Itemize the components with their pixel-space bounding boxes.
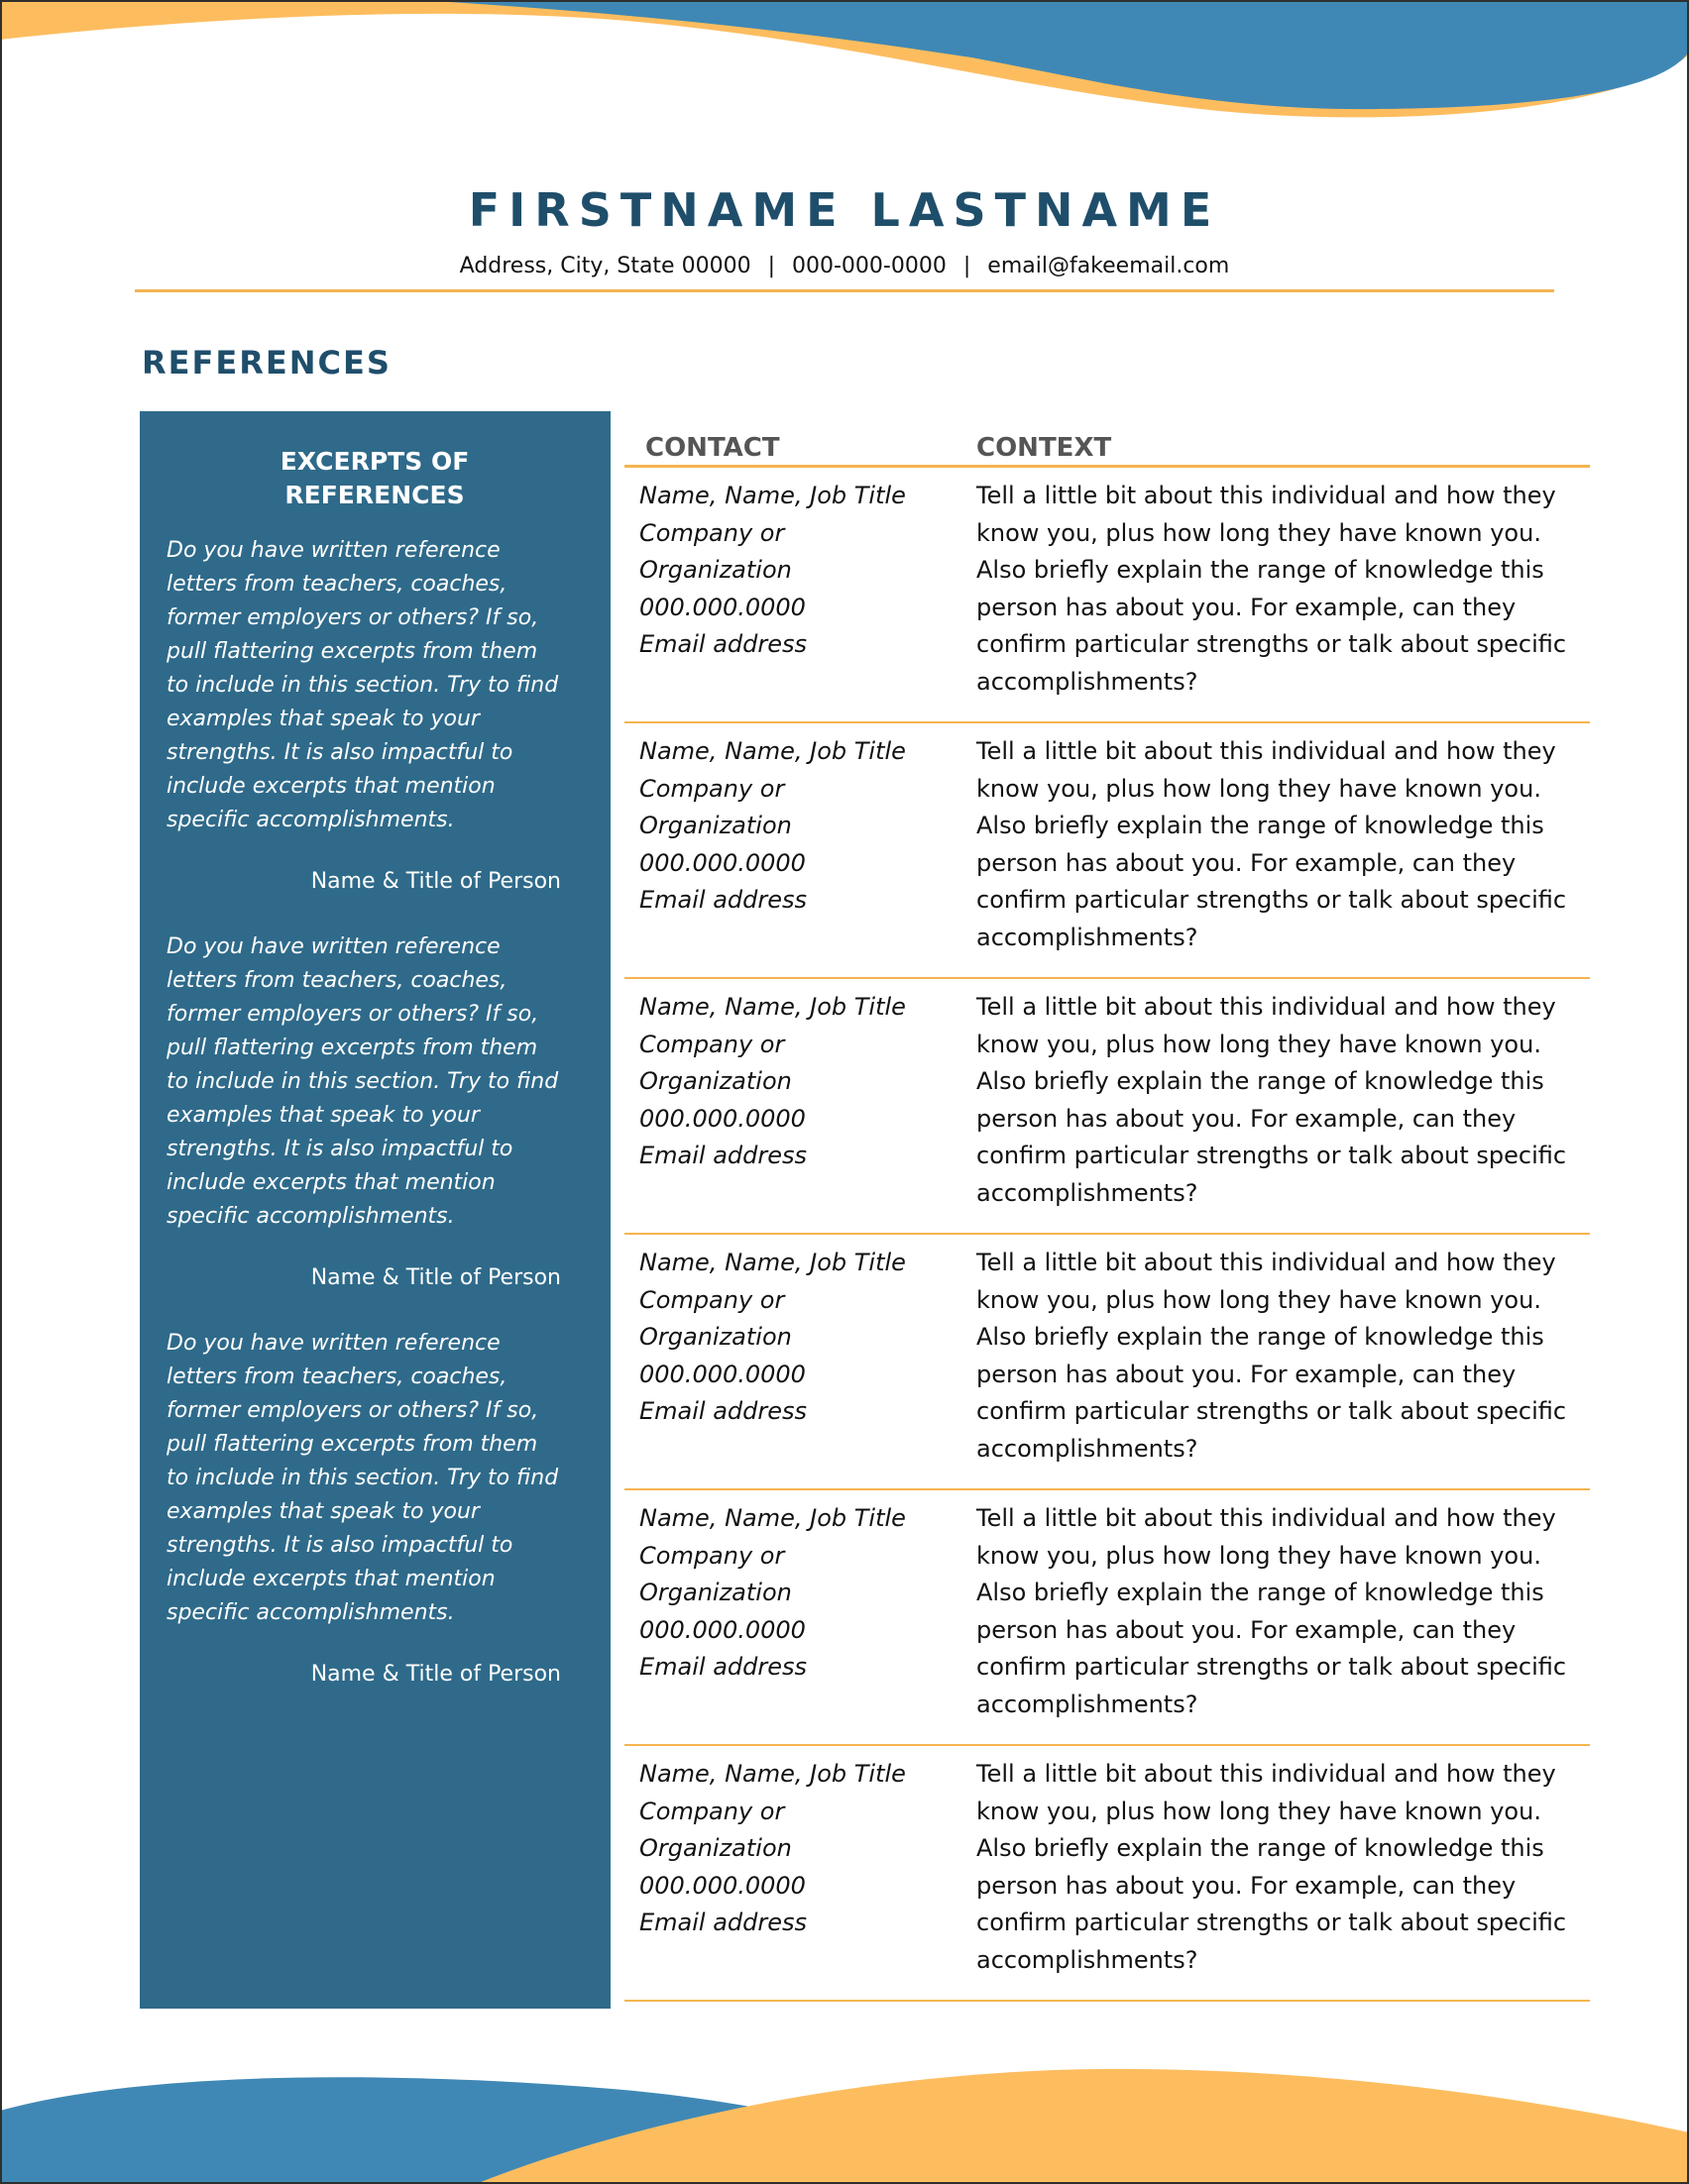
column-header-context: CONTEXT [976, 433, 1112, 463]
reference-organization: Organization [639, 556, 792, 584]
table-row [624, 468, 1590, 723]
phone: 000-000-0000 [792, 254, 947, 278]
address: Address, City, State 00000 [459, 254, 751, 278]
reference-excerpt: Do you have written reference letters from teachers, coaches, former employers or others? If so, pull flattering excerpts from them to include in this section. Try to find examples that speak to your strengths. It is also impactful to include excerpts that mention specific accomplishments. [167, 538, 559, 832]
reference-company: Company or [639, 1030, 785, 1058]
reference-name: Name, Name, Job Title [639, 993, 906, 1021]
reference-excerpt: Do you have written reference letters from teachers, coaches, former employers or others? If so, pull flattering excerpts from them to include in this section. Try to find examples that speak to your strengths. It is also impactful to include excerpts that mention specific accomplishments. [167, 934, 559, 1229]
excerpt-attribution: Name & Title of Person [310, 1265, 561, 1290]
reference-email: Email address [639, 630, 808, 658]
reference-email: Email address [639, 1142, 808, 1169]
top-wave-decoration [0, 0, 1689, 159]
contact-cell [624, 1245, 973, 1488]
reference-name: Name, Name, Job Title [639, 1504, 906, 1532]
context-cell: Tell a little bit about this individual and how they know you, plus how long they have known you. Also briefly explain the range of knowledge this person has about you. For example, can they confirm particular strengths or talk about specific accomplishments? [976, 993, 1567, 1207]
email: email@fakeemail.com [987, 254, 1230, 278]
reference-email: Email address [639, 886, 808, 914]
contact-cell [624, 989, 973, 1233]
applicant-name: FIRSTNAME LASTNAME [468, 183, 1221, 237]
separator: | [767, 254, 775, 278]
reference-email: Email address [639, 1397, 808, 1425]
reference-company: Company or [639, 518, 785, 547]
contact-cell [624, 478, 973, 721]
reference-phone: 000.000.0000 [639, 1360, 806, 1388]
reference-name: Name, Name, Job Title [639, 1760, 906, 1788]
bottom-wave-decoration [0, 2051, 1689, 2184]
section-title: REFERENCES [142, 344, 392, 382]
table-header [624, 426, 1590, 468]
reference-excerpt: Do you have written reference letters from teachers, coaches, former employers or others? If so, pull flattering excerpts from them to include in this section. Try to find examples that speak to your strengths. It is also impactful to include excerpts that mention specific accomplishments. [167, 1331, 559, 1625]
reference-phone: 000.000.0000 [639, 1615, 806, 1644]
resume-header [135, 178, 1554, 281]
references-table [624, 426, 1590, 2002]
reference-company: Company or [639, 774, 785, 803]
sidebar-title: EXCERPTS OF REFERENCES [280, 447, 470, 509]
reference-company: Company or [639, 1797, 785, 1825]
table-row [624, 1490, 1590, 1746]
reference-organization: Organization [639, 1579, 792, 1606]
contact-line [135, 252, 1554, 281]
reference-phone: 000.000.0000 [639, 1871, 806, 1900]
reference-company: Company or [639, 1285, 785, 1314]
contact-cell [624, 1756, 973, 2000]
table-row [624, 1746, 1590, 2002]
reference-organization: Organization [639, 812, 792, 839]
reference-phone: 000.000.0000 [639, 848, 806, 877]
reference-email: Email address [639, 1653, 808, 1681]
contact-cell [624, 1500, 973, 1744]
reference-name: Name, Name, Job Title [639, 737, 906, 765]
context-cell: Tell a little bit about this individual and how they know you, plus how long they have known you. Also briefly explain the range of knowledge this person has about you. For example, can they confirm particular strengths or talk about specific accomplishments? [976, 1760, 1567, 1974]
context-cell: Tell a little bit about this individual and how they know you, plus how long they have known you. Also briefly explain the range of knowledge this person has about you. For example, can they confirm particular strengths or talk about specific accomplishments? [976, 737, 1567, 951]
context-cell: Tell a little bit about this individual and how they know you, plus how long they have known you. Also briefly explain the range of knowledge this person has about you. For example, can they confirm particular strengths or talk about specific accomplishments? [976, 1504, 1567, 1718]
excerpt-attribution: Name & Title of Person [310, 869, 561, 894]
reference-phone: 000.000.0000 [639, 593, 806, 621]
reference-name: Name, Name, Job Title [639, 482, 906, 509]
reference-phone: 000.000.0000 [639, 1104, 806, 1133]
context-cell: Tell a little bit about this individual and how they know you, plus how long they have known you. Also briefly explain the range of knowledge this person has about you. For example, can they confirm particular strengths or talk about specific accomplishments? [976, 482, 1567, 696]
reference-email: Email address [639, 1909, 808, 1936]
reference-organization: Organization [639, 1067, 792, 1095]
reference-organization: Organization [639, 1323, 792, 1351]
context-cell: Tell a little bit about this individual and how they know you, plus how long they have known you. Also briefly explain the range of knowledge this person has about you. For example, can they confirm particular strengths or talk about specific accomplishments? [976, 1249, 1567, 1463]
column-header-contact: CONTACT [645, 433, 780, 463]
table-row [624, 723, 1590, 979]
separator: | [962, 254, 971, 278]
table-row [624, 979, 1590, 1235]
excerpts-sidebar [140, 411, 611, 2009]
contact-cell [624, 733, 973, 977]
table-row [624, 1235, 1590, 1490]
reference-name: Name, Name, Job Title [639, 1249, 906, 1276]
excerpt-attribution: Name & Title of Person [310, 1662, 561, 1687]
reference-organization: Organization [639, 1834, 792, 1862]
reference-company: Company or [639, 1541, 785, 1570]
header-divider [135, 289, 1554, 292]
